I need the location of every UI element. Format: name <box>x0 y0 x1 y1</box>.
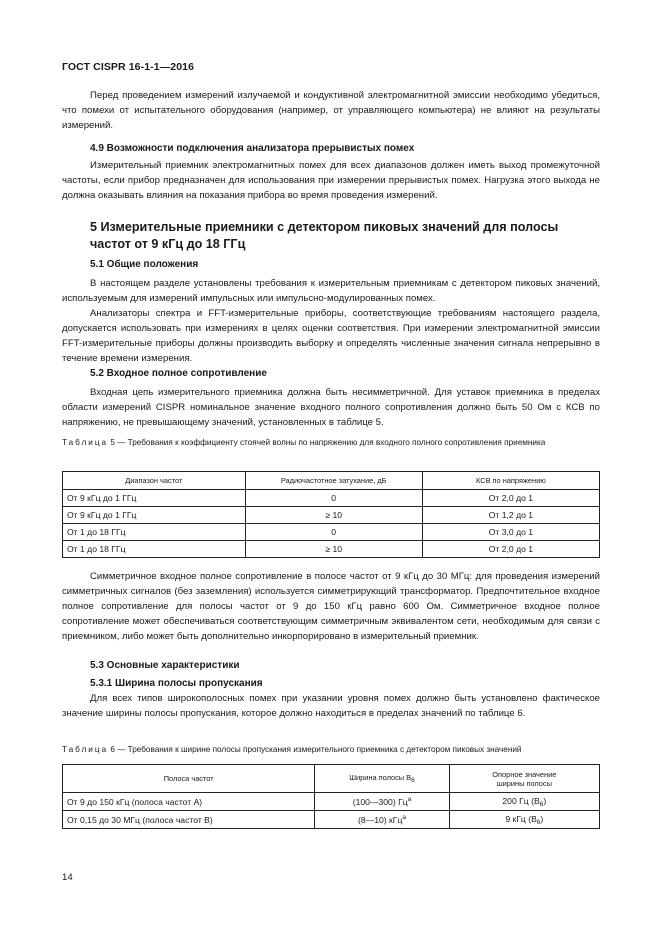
cell-sub: 6 <box>536 818 541 826</box>
section-5-3-1 <box>62 676 600 721</box>
table-cell <box>449 793 599 811</box>
cell-text-end: ) <box>540 813 544 824</box>
table-cell <box>449 811 599 829</box>
table-cell <box>315 793 449 811</box>
section-5-3-1-heading: 5.3.1 Ширина полосы пропускания <box>90 678 263 689</box>
footnote-mark: a <box>407 796 412 803</box>
section-4-9 <box>62 141 600 203</box>
table-cell: От 9 кГц до 1 ГГц <box>63 507 246 524</box>
section-5-1-heading: 5.1 Общие положения <box>90 259 199 270</box>
table-row <box>63 793 600 811</box>
table-row <box>63 490 600 507</box>
section-5-3-heading: 5.3 Основные характеристики <box>90 660 240 671</box>
cell-sub: 6 <box>539 800 544 808</box>
table-row <box>63 524 600 541</box>
footnote-mark: a <box>402 814 406 821</box>
document-header: ГОСТ CISPR 16-1-1—2016 <box>62 61 195 73</box>
table6 <box>62 764 600 829</box>
table6-label: Таблица <box>62 745 109 754</box>
section-5-3 <box>62 658 600 673</box>
table-cell: От 1 до 18 ГГц <box>63 541 246 558</box>
cell-text: 9 кГц (B <box>505 813 537 824</box>
table6-col-header: Полоса частот <box>63 765 315 793</box>
section-5-heading <box>62 219 600 253</box>
table5-col-header: Радиочастотное затухание, дБ <box>245 472 422 490</box>
table6-col-header <box>315 765 449 793</box>
table6-col2-sub: 6 <box>411 777 415 784</box>
table-cell: От 2,0 до 1 <box>422 490 599 507</box>
table6-caption <box>62 744 600 756</box>
table-cell <box>315 811 449 829</box>
section-5-2-p1: Входная цепь измерительного приемника должна быть несимметричной. Для уставок приемника в пределах области измерений CISPR номинальное значение входного полного сопротивления должно быть 50 Ом с КСВ по напряжению, не превышающему значений, установленных в таблице 5. <box>62 387 600 428</box>
cell-text: (100—300) Гц <box>352 797 408 807</box>
table5-caption <box>62 437 600 449</box>
table6-col3-line2: ширины полосы <box>496 778 552 788</box>
table-row <box>63 541 600 558</box>
table6-col-header <box>449 765 599 793</box>
table-cell: 0 <box>245 490 422 507</box>
table-cell: От 1 до 18 ГГц <box>63 524 246 541</box>
table6-col2-text: Ширина полосы B <box>349 773 412 782</box>
section-5-1-p1: В настоящем разделе установлены требования к измерительным приемникам с детектором пиковых значений, используемым для измерений импульсных или импульсно-модулированных помех. <box>62 278 600 304</box>
page-number: 14 <box>62 872 73 883</box>
table-cell: От 1,2 до 1 <box>422 507 599 524</box>
section-4-9-text: Измерительный приемник электромагнитных помех для всех диапазонов должен иметь выход промежуточной частоты, если прибор предназначен для использования при измерении прерывистых помех. Нагрузка этого выхода не должна оказывать влияния на показания прибора во время проведения измерений. <box>62 160 600 201</box>
table5-col-header: КСВ по напряжению <box>422 472 599 490</box>
intro-paragraph: Перед проведением измерений излучаемой и кондуктивной электромагнитной эмиссии необходимо убедиться, что помехи от испытательного оборудования (например, от управляющего компьютера) не влияют на результаты измерений. <box>62 90 600 131</box>
table-row <box>63 811 600 829</box>
table-cell: 0 <box>245 524 422 541</box>
section-5-heading-line2: частот от 9 кГц до 18 ГГц <box>90 237 246 251</box>
table-cell: От 3,0 до 1 <box>422 524 599 541</box>
section-5-2 <box>62 366 600 430</box>
table6-header-row <box>63 765 600 793</box>
section-5-1 <box>62 257 600 366</box>
section-5-heading-line1: 5 Измерительные приемники с детектором пиковых значений для полосы <box>90 220 559 234</box>
table5 <box>62 471 600 558</box>
table-cell: От 0,15 до 30 МГц (полоса частот В) <box>63 811 315 829</box>
table-row <box>63 507 600 524</box>
table-cell: ≥ 10 <box>245 507 422 524</box>
cell-text: (8—10) кГц <box>357 815 403 825</box>
section-5-2-heading: 5.2 Входное полное сопротивление <box>90 368 267 379</box>
table-cell: От 9 до 150 кГц (полоса частот А) <box>63 793 315 811</box>
table6-caption-text: 6 — Требования к ширине полосы пропускания измерительного приемника с детектором пиковых значений <box>110 745 522 754</box>
table5-label: Таблица <box>62 438 109 447</box>
table5-caption-text: 5 — Требования к коэффициенту стоячей волны по напряжению для входного полного сопротивления приемника <box>110 438 546 447</box>
section-5-1-p2: Анализаторы спектра и FFT-измерительные приборы, соответствующие требованиям настоящего раздела, допускается использовать при измерениях в целях оценки соответствия. При измерении электромагнитной эмиссии FFT-измерительные приборы должны производить выборку и определять численные значения сигнала непрерывно в течение времени измерения. <box>62 308 600 364</box>
table-cell: От 2,0 до 1 <box>422 541 599 558</box>
table5-header-row <box>63 472 600 490</box>
table-cell: От 9 кГц до 1 ГГц <box>63 490 246 507</box>
cell-text-end: ) <box>543 795 547 806</box>
section-5-3-1-text: Для всех типов широкополосных помех при указании уровня помех должно быть установлено фактическое значение ширины полосы пропускания, которое должно находиться в пределах значений по таблице 6. <box>62 693 600 719</box>
table-cell: ≥ 10 <box>245 541 422 558</box>
section-5-2-p2: Симметричное входное полное сопротивление в полосе частот от 9 кГц до 30 МГц: для проведения измерений симметричных сигналов (без заземления) используется симметрирующий трансформатор. Предпочтительное входное полное сопротивление для полосы частот от 9 до 150 кГц равно 600 Ом. Симметричное входное полное сопротивление может обеспечиваться соответствующим симметричным эквивалентом сети, необходимым для связи с приемником, либо может быть дополнительно инкорпорировано в измерительный приемник. <box>62 571 600 642</box>
cell-text: 200 Гц (B <box>502 795 540 806</box>
table6-col3-line1: Опорное значение <box>492 769 557 779</box>
table5-col-header: Диапазон частот <box>63 472 246 490</box>
section-4-9-heading: 4.9 Возможности подключения анализатора прерывистых помех <box>90 143 415 154</box>
